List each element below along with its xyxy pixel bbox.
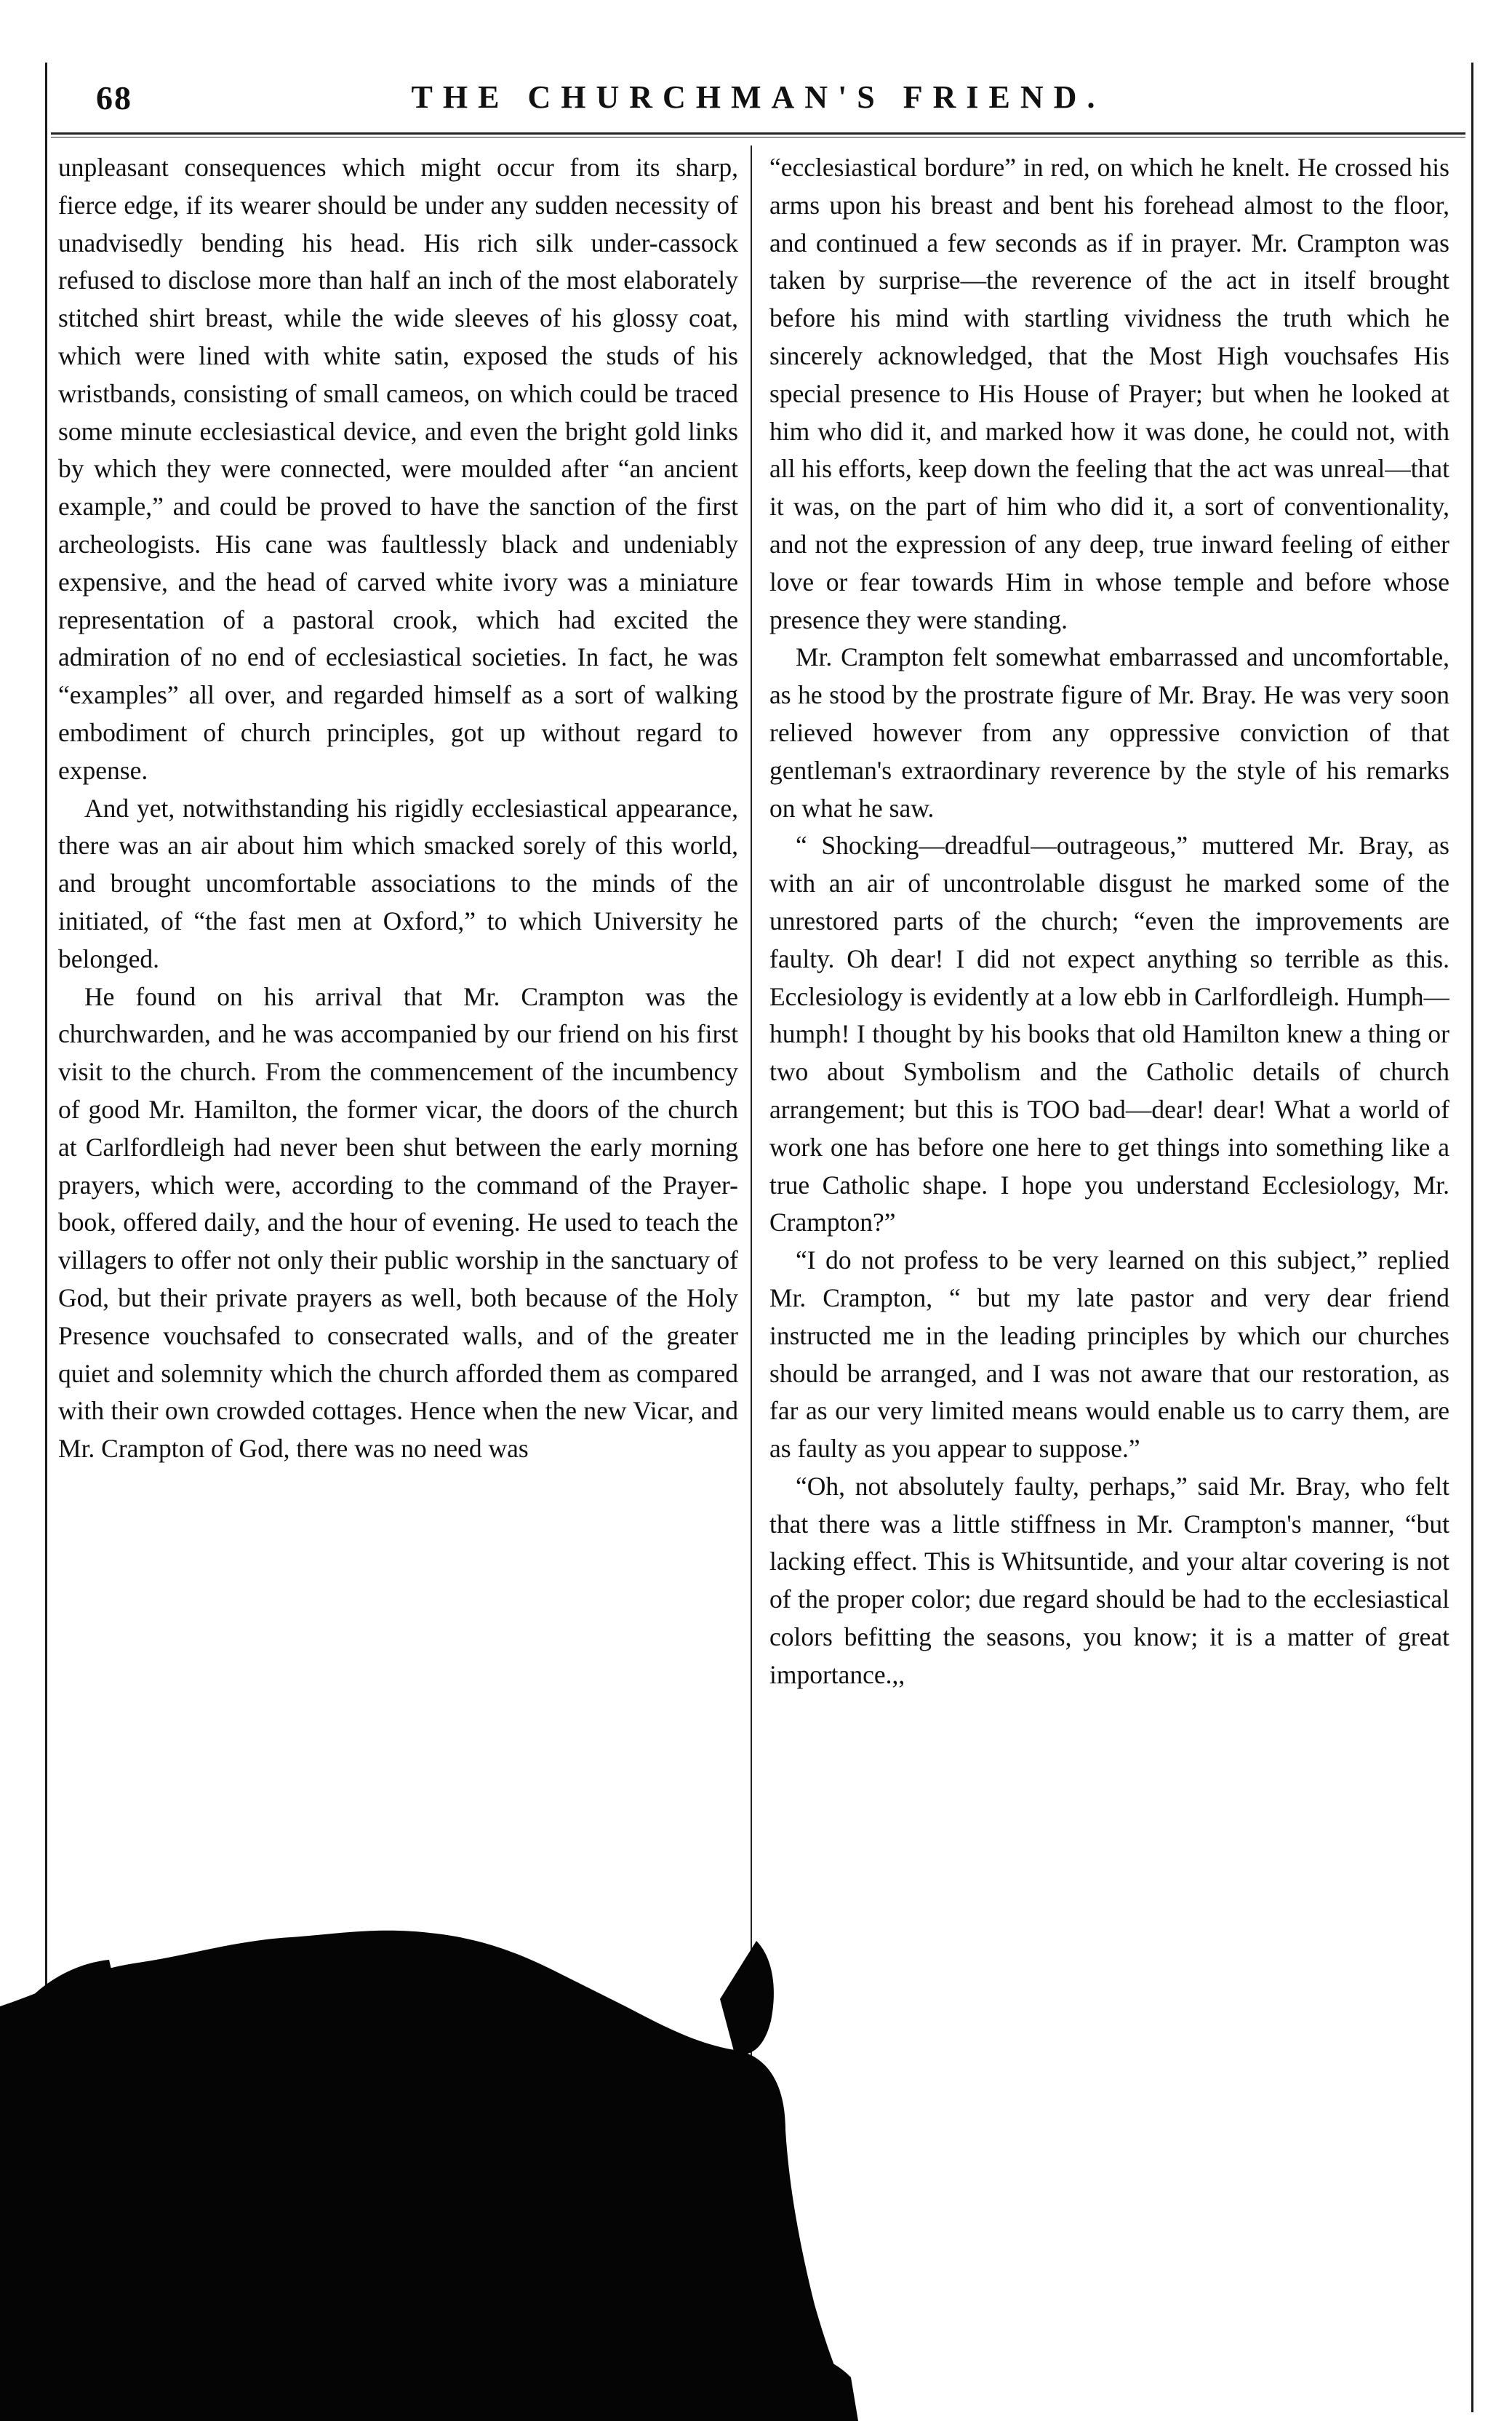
page-header (51, 73, 1465, 131)
right-column (769, 149, 1449, 2404)
paragraph: And yet, notwithstanding his rigidly ecclesiastical appearance, there was an air about him which smacked sorely of this world, and brought uncomfortable associations to the minds of the initiated, of “the fast men at Oxford,” to which University he belonged. (58, 793, 738, 973)
paragraph: “ Shocking—dreadful—outrageous,” muttered Mr. Bray, as with an air of uncontrolable disgust he marked some of the unrestored parts of the church; “even the improvements are faulty. Oh dear! I did not expect anything so terrible as this. Ecclesiology is evidently at a low ebb in Carlfordleigh. Humph—humph! I thought by his books that old Hamilton knew a thing or two about Symbolism and the Catholic details of church arrangement; but this is TOO bad—dear! dear! What a world of work one has before one here to get things into something like a true Catholic shape. I hope you understand Ecclesiology, Mr. Crampton?” (769, 831, 1449, 1237)
paragraph: Mr. Crampton felt somewhat embarrassed and uncomfortable, as he stood by the prostrate figure of Mr. Bray. He was very soon relieved however from any oppressive conviction of that gentleman's extraordinary reverence by the style of his remarks on what he saw. (769, 642, 1449, 823)
paragraph: “I do not profess to be very learned on this subject,” replied Mr. Crampton, “ but my late pastor and very dear friend instructed me in the leading principles by which our churches should be arranged, and I was not aware that our restoration, as far as our very limited means would enable us to carry them, are as faulty as you appear to suppose.” (769, 1245, 1449, 1464)
page-number: 68 (96, 79, 132, 116)
column-divider (751, 145, 752, 2168)
paragraph: “ecclesiastical bordure” in red, on which he knelt. He crossed his arms upon his breast and bent his forehead almost to the floor, and continued a few seconds as if in prayer. Mr. Crampton was taken by surprise—the reverence of the act in itself brought before his mind with startling vividness the truth which he sincerely acknowledged, that the Most High vouchsafes His special presence to His House of Prayer; but when he looked at him who did it, and marked how it was done, he could not, with all his efforts, keep down the feeling that the act was unreal—that it was, on the part of him who did it, a sort of conventionality, and not the expression of any deep, true inward feeling of either love or fear towards Him in whose temple and before whose presence they were standing. (769, 153, 1449, 634)
paragraph: He found on his arrival that Mr. Crampton was the churchwarden, and he was accompanied by our friend on his first visit to the church. From the commencement of the incumbency of good Mr. Hamilton, the former vicar, the doors of the church at Carlfordleigh had never been shut between the early morning prayers, which were, according to the command of the Prayer-book, offered daily, and the hour of evening. He used to teach the villagers to offer not only their public worship in the sanctuary of God, but their private prayers as well, both because of the Holy Presence vouchsafed to consecrated walls, and of the greater quiet and solemnity which the church afforded them as compared with their own crowded cottages. Hence when the new Vicar, and Mr. Crampton of God, there was no need was (58, 981, 738, 1464)
running-title: THE CHURCHMAN'S FRIEND. (411, 79, 1105, 115)
header-rule (51, 132, 1465, 135)
paragraph: “Oh, not absolutely faulty, perhaps,” said Mr. Bray, who felt that there was a little stiffness in Mr. Crampton's manner, “but lacking effect. This is Whitsuntide, and your altar covering is not of the proper color; due regard should be had to the ecclesiastical colors befitting the seasons, you know; it is a matter of great importance.,, (769, 1471, 1449, 1689)
page-damage-blot (0, 1912, 858, 2421)
paragraph: unpleasant consequences which might occur from its sharp, fierce edge, if its wearer should be under any sudden necessity of unadvisedly bending his head. His rich silk under-cassock refused to disclose more than half an inch of the most elaborately stitched shirt breast, while the wide sleeves of his glossy coat, which were lined with white satin, exposed the studs of his wristbands, consisting of small cameos, on which could be traced some minute ecclesiastical device, and even the bright gold links by which they were connected, were moulded after “an ancient example,” and could be proved to have the sanction of the first archeologists. His cane was faultlessly black and undeniably expensive, and the head of carved white ivory was a miniature representation of a pastoral crook, which had excited the admiration of no end of ecclesiastical societies. In fact, he was “examples” all over, and regarded himself as a sort of walking embodiment of church principles, got up without regard to expense. (58, 153, 738, 785)
